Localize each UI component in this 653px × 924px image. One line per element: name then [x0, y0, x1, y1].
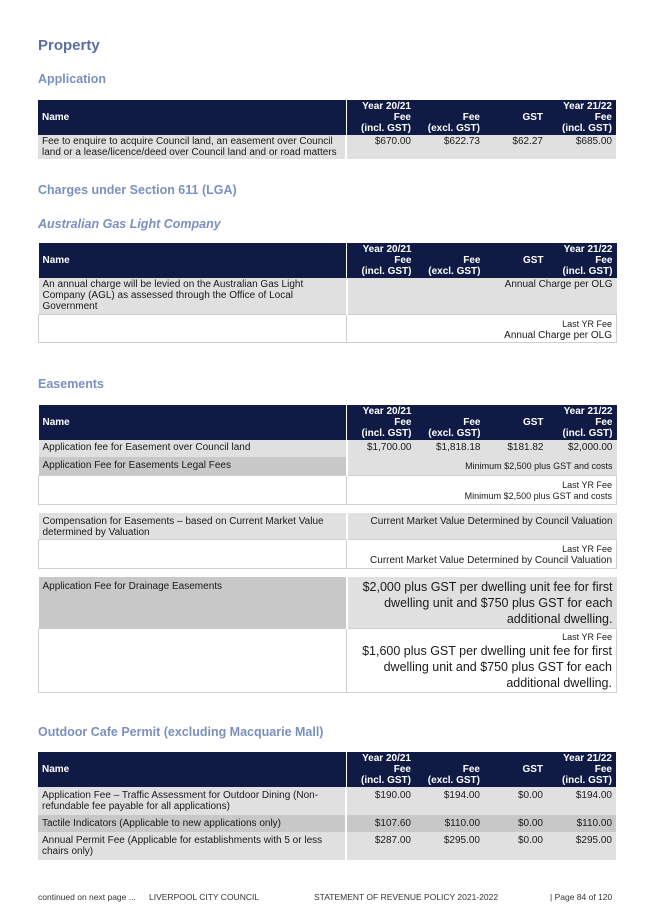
- section-heading-application: Application: [38, 72, 107, 86]
- subheading-agl: Australian Gas Light Company: [38, 217, 221, 231]
- page-title: Property: [38, 37, 100, 54]
- footer-continued: continued on next page ...: [38, 892, 136, 902]
- application-table: [38, 100, 616, 159]
- agl-table: [38, 243, 617, 343]
- table-row: Compensation for Easements – based on Current Market Value determined by Valuation Current Market Value Determined by Council Valuation: [39, 513, 617, 540]
- table-row: An annual charge will be levied on the Australian Gas Light Company (AGL) as assessed through the Office of Local Government Annual Charge per OLG: [39, 278, 617, 315]
- section-heading-outdoor: Outdoor Cafe Permit (excluding Macquarie Mall): [38, 725, 324, 739]
- last-year-row: Last YR Fee $1,600 plus GST per dwelling unit fee for first dwelling unit and $750 plus GST for each additional dwelling.: [39, 629, 617, 693]
- header-name: Name: [38, 100, 346, 135]
- header-excl: Fee (excl. GST): [415, 100, 484, 135]
- table-row: Tactile Indicators (Applicable to new applications only) $107.60 $110.00 $0.00 $110.00: [38, 815, 616, 832]
- footer-statement: STATEMENT OF REVENUE POLICY 2021-2022: [314, 892, 499, 902]
- table-header: [38, 100, 616, 135]
- table-row: Application Fee for Drainage Easements $2,000 plus GST per dwelling unit fee for first dwelling unit and $750 plus GST for each additional dwelling.: [39, 577, 617, 629]
- table-row: Application fee for Easement over Council land $1,700.00 $1,818.18 $181.82 $2,000.00: [39, 440, 617, 457]
- footer-page-number: | Page 84 of 120: [550, 892, 613, 902]
- table-header: Name Year 20/21 Fee (incl. GST) Fee (excl. GST) GST Year 21/22 Fee (incl. GST): [38, 752, 616, 787]
- outdoor-table: [38, 752, 616, 860]
- footer-council: LIVERPOOL CITY COUNCIL: [149, 892, 260, 902]
- last-year-row: Last YR Fee Annual Charge per OLG: [39, 315, 617, 343]
- header-prev: Year 20/21 Fee (incl. GST): [346, 100, 415, 135]
- header-curr: Year 21/22 Fee (incl. GST): [547, 100, 616, 135]
- easements-table: [38, 405, 617, 693]
- last-year-row: Last YR Fee Current Market Value Determined by Council Valuation: [39, 540, 617, 569]
- table-row: Fee to enquire to acquire Council land, an easement over Council land or a lease/licence/deed over Council land and or road matters $670.00 $622.73 $62.27 $685.00: [38, 135, 616, 159]
- table-row: Application Fee for Easements Legal Fees Minimum $2,500 plus GST and costs: [39, 457, 617, 476]
- table-header: Name Year 20/21 Fee (incl. GST) Fee (excl. GST) GST Year 21/22 Fee (incl. GST): [39, 405, 617, 440]
- section-heading-easements: Easements: [38, 377, 105, 391]
- table-row: Application Fee – Traffic Assessment for Outdoor Dining (Non-refundable fee payable for all applications) $190.00 $194.00 $0.00 $194.00: [38, 787, 616, 815]
- header-gst: GST: [484, 100, 547, 135]
- table-header: Name Year 20/21 Fee (incl. GST) Fee (excl. GST) GST Year 21/22 Fee (incl. GST): [39, 243, 617, 278]
- table-row: Annual Permit Fee (Applicable for establishments with 5 or less chairs only) $287.00 $295.00 $0.00 $295.00: [38, 832, 616, 860]
- last-year-row: Last YR Fee Minimum $2,500 plus GST and costs: [39, 476, 617, 505]
- section-heading-611: Charges under Section 611 (LGA): [38, 183, 237, 197]
